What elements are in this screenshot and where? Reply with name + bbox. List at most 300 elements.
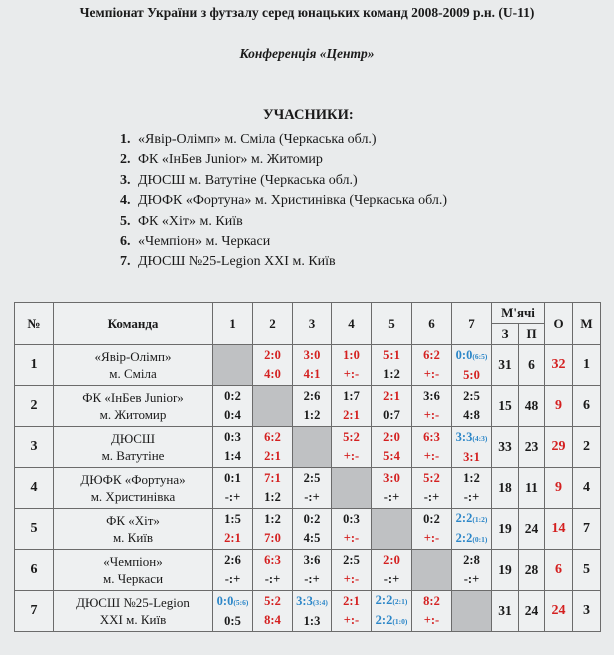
final-place: 2	[573, 427, 601, 468]
match-score	[332, 365, 371, 384]
header-conceded: П	[519, 324, 545, 345]
score-value: 0:5	[224, 613, 241, 628]
score-value: 5:1	[383, 348, 400, 362]
match-score	[332, 428, 371, 447]
team-name: ДЮСШ №25-Legion	[76, 595, 190, 610]
team-city: XXI м. Київ	[99, 612, 167, 627]
match-score	[253, 346, 292, 365]
score-value: 1:2	[264, 490, 281, 504]
score-value: 2:8	[463, 553, 480, 567]
goals-conceded: 48	[519, 386, 545, 427]
score-value: -:+	[463, 490, 480, 504]
score-value: 6:2	[423, 348, 440, 362]
match-score	[372, 570, 411, 589]
match-score	[293, 346, 331, 365]
match-score	[452, 529, 491, 549]
participant-number: 1.	[120, 132, 131, 147]
self-match-cell	[253, 386, 293, 427]
points: 32	[545, 345, 573, 386]
team-city: м. Христинівка	[90, 489, 176, 504]
match-score	[213, 447, 252, 466]
match-score	[293, 570, 331, 589]
match-result-cell	[293, 386, 332, 427]
penalty-score: (3:4)	[312, 597, 328, 607]
team-city: м. Житомир	[99, 407, 167, 422]
final-place: 7	[573, 509, 601, 550]
self-match-cell	[412, 550, 452, 591]
score-value: +:-	[343, 531, 360, 545]
penalty-score: (4:3)	[472, 433, 488, 443]
score-value: 1:3	[303, 613, 321, 628]
points: 6	[545, 550, 573, 591]
table-header-row	[15, 303, 601, 324]
score-value: 7:1	[264, 471, 281, 485]
score-value: 2:1	[224, 531, 241, 545]
goals-conceded: 24	[519, 591, 545, 632]
match-score	[213, 570, 252, 589]
participant-item	[120, 252, 447, 272]
header-col-3: 3	[293, 303, 332, 345]
match-score	[452, 509, 491, 529]
row-number: 1	[15, 345, 54, 386]
score-value: -:+	[304, 572, 320, 586]
match-score	[213, 612, 252, 631]
participant-name: ФК «ІнБев Junior» м. Житомир	[138, 152, 323, 168]
score-value: 2:1	[343, 594, 360, 608]
match-score	[372, 469, 411, 488]
match-result-cell	[253, 427, 293, 468]
score-value: 0:2	[303, 512, 321, 526]
document-title: Чемпіонат України з футзалу серед юнацьких команд 2008-2009 р.н. (U-11)	[79, 5, 535, 20]
table-row	[15, 591, 601, 632]
match-result-cell	[412, 427, 452, 468]
match-result-cell	[412, 509, 452, 550]
match-score	[293, 488, 331, 507]
match-score	[412, 592, 451, 611]
match-result-cell	[372, 427, 412, 468]
match-result-cell	[452, 345, 492, 386]
match-result-cell	[372, 591, 412, 632]
score-value: 6:3	[423, 430, 440, 444]
score-value: -:+	[463, 572, 480, 586]
header-col-1: 1	[213, 303, 253, 345]
participant-number: 5.	[120, 213, 131, 229]
score-value: -:+	[304, 490, 320, 504]
score-value: -:+	[224, 572, 241, 586]
standings-table	[14, 302, 601, 632]
score-value: 0:2	[423, 512, 440, 526]
row-number: 3	[15, 427, 54, 468]
match-result-cell	[213, 427, 253, 468]
match-result-cell	[372, 468, 412, 509]
score-value: -:+	[383, 572, 400, 586]
match-result-cell	[412, 591, 452, 632]
team-name: «Чемпіон»	[103, 554, 163, 569]
score-value: 3:3	[296, 593, 313, 608]
score-value: 5:0	[463, 367, 480, 382]
final-place: 3	[573, 591, 601, 632]
match-score	[293, 406, 331, 425]
match-score	[412, 428, 451, 447]
score-value: 4:8	[463, 408, 480, 422]
match-score	[293, 469, 331, 488]
score-value: +:-	[423, 367, 440, 381]
score-value: -:+	[264, 572, 281, 586]
score-value: 5:2	[343, 430, 360, 444]
final-place: 6	[573, 386, 601, 427]
match-score	[372, 611, 411, 631]
score-value: 1:7	[343, 389, 360, 403]
score-value: 2:1	[383, 389, 400, 403]
match-result-cell	[452, 468, 492, 509]
header-balls: М'ячі	[492, 303, 545, 324]
match-score	[253, 611, 292, 630]
match-score	[293, 592, 331, 612]
team-name-cell	[54, 591, 213, 632]
match-score	[332, 447, 371, 466]
match-score	[253, 447, 292, 466]
match-score	[412, 611, 451, 630]
score-value: 3:6	[303, 553, 321, 567]
match-score	[452, 570, 491, 589]
match-result-cell	[452, 509, 492, 550]
score-value: -:+	[383, 490, 400, 504]
table-row	[15, 345, 601, 386]
match-score	[213, 387, 252, 406]
goals-scored: 31	[492, 345, 519, 386]
match-score	[452, 428, 491, 448]
score-value: 2:6	[303, 389, 321, 403]
match-score	[253, 488, 292, 507]
score-value: 6:2	[264, 430, 281, 444]
score-value: 1:2	[383, 367, 400, 381]
score-value: 0:3	[343, 512, 360, 526]
team-name: ДЮСШ	[110, 431, 155, 446]
match-score	[372, 428, 411, 447]
match-result-cell	[213, 468, 253, 509]
match-result-cell	[293, 345, 332, 386]
match-score	[253, 469, 292, 488]
score-value: +:-	[423, 449, 440, 463]
points: 9	[545, 468, 573, 509]
goals-conceded: 24	[519, 509, 545, 550]
goals-conceded: 11	[519, 468, 545, 509]
match-score	[372, 447, 411, 466]
score-value: 3:0	[303, 348, 321, 362]
final-place: 1	[573, 345, 601, 386]
score-value: 4:1	[303, 367, 321, 381]
match-result-cell	[293, 468, 332, 509]
goals-scored: 19	[492, 550, 519, 591]
match-result-cell	[372, 550, 412, 591]
match-score	[293, 510, 331, 529]
score-value: 5:2	[423, 471, 440, 485]
team-name-cell	[54, 427, 213, 468]
header-col-6: 6	[412, 303, 452, 345]
match-score	[332, 529, 371, 548]
final-place: 4	[573, 468, 601, 509]
score-value: 2:6	[224, 553, 241, 567]
goals-conceded: 23	[519, 427, 545, 468]
match-score	[332, 510, 371, 529]
match-score	[253, 428, 292, 447]
match-score	[372, 406, 411, 425]
row-number: 6	[15, 550, 54, 591]
score-value: +:-	[423, 613, 440, 627]
goals-scored: 33	[492, 427, 519, 468]
score-value: 0:0	[455, 347, 473, 362]
match-score	[332, 387, 371, 406]
match-result-cell	[253, 509, 293, 550]
participant-item	[120, 171, 447, 191]
row-number: 7	[15, 591, 54, 632]
match-result-cell	[253, 550, 293, 591]
match-result-cell	[213, 509, 253, 550]
team-name-cell	[54, 468, 213, 509]
header-col-5: 5	[372, 303, 412, 345]
score-value: 0:4	[224, 408, 241, 422]
participants-list	[120, 130, 447, 273]
match-result-cell	[412, 345, 452, 386]
header-points: О	[545, 303, 573, 345]
match-score	[213, 469, 252, 488]
score-value: 2:0	[383, 553, 400, 567]
match-score	[332, 592, 371, 611]
score-value: 6:3	[264, 553, 281, 567]
participant-name: ДЮСШ №25-Legion XXI м. Київ	[138, 254, 336, 270]
match-score	[412, 365, 451, 384]
participant-item	[120, 130, 447, 150]
goals-conceded: 28	[519, 550, 545, 591]
table-row	[15, 550, 601, 591]
self-match-cell	[293, 427, 332, 468]
score-value: 2:0	[264, 348, 281, 362]
participant-name: ДЮСШ м. Ватутіне (Черкаська обл.)	[138, 172, 358, 188]
final-place: 5	[573, 550, 601, 591]
match-result-cell	[372, 386, 412, 427]
self-match-cell	[332, 468, 372, 509]
score-value: 3:0	[383, 471, 400, 485]
match-score	[213, 510, 252, 529]
participant-number: 3.	[120, 172, 131, 188]
match-result-cell	[332, 509, 372, 550]
score-value: 1:5	[224, 512, 241, 526]
score-value: 5:4	[383, 449, 400, 463]
match-score	[412, 469, 451, 488]
row-number: 2	[15, 386, 54, 427]
match-score	[213, 551, 252, 570]
match-score	[372, 591, 411, 611]
match-score	[213, 406, 252, 425]
score-value: 2:2	[375, 613, 393, 627]
match-score	[332, 611, 371, 630]
row-number: 5	[15, 509, 54, 550]
score-value: +:-	[343, 613, 360, 627]
participant-number: 4.	[120, 193, 131, 209]
team-city: м. Сміла	[109, 366, 157, 381]
score-value: 2:0	[383, 430, 400, 444]
conference-name: Конференція «Центр»	[239, 46, 375, 61]
score-value: 1:2	[303, 408, 321, 422]
match-score	[412, 447, 451, 466]
match-score	[253, 510, 292, 529]
match-score	[412, 346, 451, 365]
match-score	[452, 346, 491, 366]
match-result-cell	[253, 345, 293, 386]
participant-item	[120, 150, 447, 170]
match-score	[372, 365, 411, 384]
points: 9	[545, 386, 573, 427]
match-score	[372, 488, 411, 507]
team-name-cell	[54, 345, 213, 386]
score-value: 1:0	[343, 348, 360, 362]
score-value: +:-	[343, 367, 360, 381]
match-score	[253, 570, 292, 589]
score-value: 2:5	[303, 471, 321, 485]
table-row	[15, 468, 601, 509]
match-score	[452, 366, 491, 385]
match-score	[332, 406, 371, 425]
score-value: 0:1	[224, 471, 241, 485]
match-score	[452, 448, 491, 467]
score-value: 2:5	[463, 389, 480, 403]
score-value: 0:3	[224, 430, 241, 444]
score-value: 0:7	[383, 408, 400, 422]
match-result-cell	[293, 509, 332, 550]
match-score	[372, 387, 411, 406]
goals-scored: 19	[492, 509, 519, 550]
score-value: 4:0	[264, 367, 281, 381]
participant-item	[120, 232, 447, 252]
match-score	[332, 570, 371, 589]
team-name: ДЮФК «Фортуна»	[80, 472, 186, 487]
self-match-cell	[372, 509, 412, 550]
score-value: 7:0	[264, 531, 281, 545]
score-value: 1:4	[224, 449, 241, 463]
match-score	[253, 592, 292, 611]
self-match-cell	[452, 591, 492, 632]
goals-scored: 18	[492, 468, 519, 509]
score-value: 2:5	[343, 553, 360, 567]
match-score	[372, 346, 411, 365]
match-score	[293, 529, 331, 548]
participant-item	[120, 191, 447, 211]
score-value: 0:2	[224, 389, 241, 403]
match-result-cell	[293, 550, 332, 591]
match-score	[293, 387, 331, 406]
match-score	[213, 529, 252, 548]
match-result-cell	[372, 345, 412, 386]
score-value: 2:2	[375, 593, 393, 607]
match-result-cell	[332, 591, 372, 632]
team-city: м. Київ	[112, 530, 154, 545]
header-place: М	[573, 303, 601, 345]
points: 29	[545, 427, 573, 468]
score-value: +:-	[423, 531, 440, 545]
score-value: 8:2	[423, 594, 440, 608]
match-result-cell	[332, 550, 372, 591]
row-number: 4	[15, 468, 54, 509]
team-name: ФК «ІнБев Junior»	[82, 390, 184, 405]
match-result-cell	[253, 468, 293, 509]
score-value: 0:0	[216, 593, 234, 608]
match-result-cell	[213, 550, 253, 591]
match-score	[213, 592, 252, 612]
score-value: 1:2	[264, 512, 281, 526]
team-name-cell	[54, 550, 213, 591]
score-value: 4:5	[303, 531, 321, 545]
score-value: -:+	[423, 490, 440, 504]
penalty-score: (0:1)	[472, 535, 488, 544]
table-row	[15, 509, 601, 550]
score-value: 1:2	[463, 471, 480, 485]
points: 14	[545, 509, 573, 550]
match-result-cell	[332, 345, 372, 386]
score-value: 3:1	[463, 449, 480, 464]
match-score	[412, 529, 451, 548]
team-name: ФК «Хіт»	[106, 513, 160, 528]
points: 24	[545, 591, 573, 632]
match-score	[293, 365, 331, 384]
match-score	[372, 551, 411, 570]
participant-name: «Чемпіон» м. Черкаси	[138, 234, 271, 250]
match-score	[452, 488, 491, 507]
match-score	[253, 365, 292, 384]
header-num: №	[15, 303, 54, 345]
score-value: 8:4	[264, 613, 281, 627]
score-value: 2:1	[264, 449, 281, 463]
penalty-score: (1:2)	[472, 515, 488, 524]
participant-number: 6.	[120, 234, 131, 250]
penalty-score: (5:6)	[233, 597, 249, 607]
team-name-cell	[54, 509, 213, 550]
match-result-cell	[332, 427, 372, 468]
goals-scored: 15	[492, 386, 519, 427]
match-score	[452, 469, 491, 488]
match-result-cell	[452, 427, 492, 468]
match-result-cell	[412, 386, 452, 427]
match-result-cell	[452, 386, 492, 427]
penalty-score: (6:5)	[472, 351, 488, 361]
table-row	[15, 427, 601, 468]
team-city: м. Ватутіне	[101, 448, 165, 463]
participants-heading: УЧАСНИКИ:	[263, 107, 354, 123]
header-col-4: 4	[332, 303, 372, 345]
score-value: +:-	[423, 408, 440, 422]
match-score	[213, 488, 252, 507]
match-score	[253, 529, 292, 548]
goals-conceded: 6	[519, 345, 545, 386]
match-score	[452, 406, 491, 425]
match-score	[452, 387, 491, 406]
match-result-cell	[332, 386, 372, 427]
score-value: +:-	[343, 449, 360, 463]
match-result-cell	[253, 591, 293, 632]
header-col-7: 7	[452, 303, 492, 345]
score-value: 5:2	[264, 594, 281, 608]
match-result-cell	[213, 386, 253, 427]
match-score	[412, 406, 451, 425]
score-value: +:-	[343, 572, 360, 586]
participant-number: 2.	[120, 152, 131, 168]
match-score	[293, 612, 331, 631]
score-value: 2:1	[343, 408, 360, 422]
score-value: 2:2	[455, 531, 473, 545]
match-result-cell	[452, 550, 492, 591]
participant-number: 7.	[120, 254, 131, 270]
team-name-cell	[54, 386, 213, 427]
score-value: 3:3	[455, 429, 473, 444]
